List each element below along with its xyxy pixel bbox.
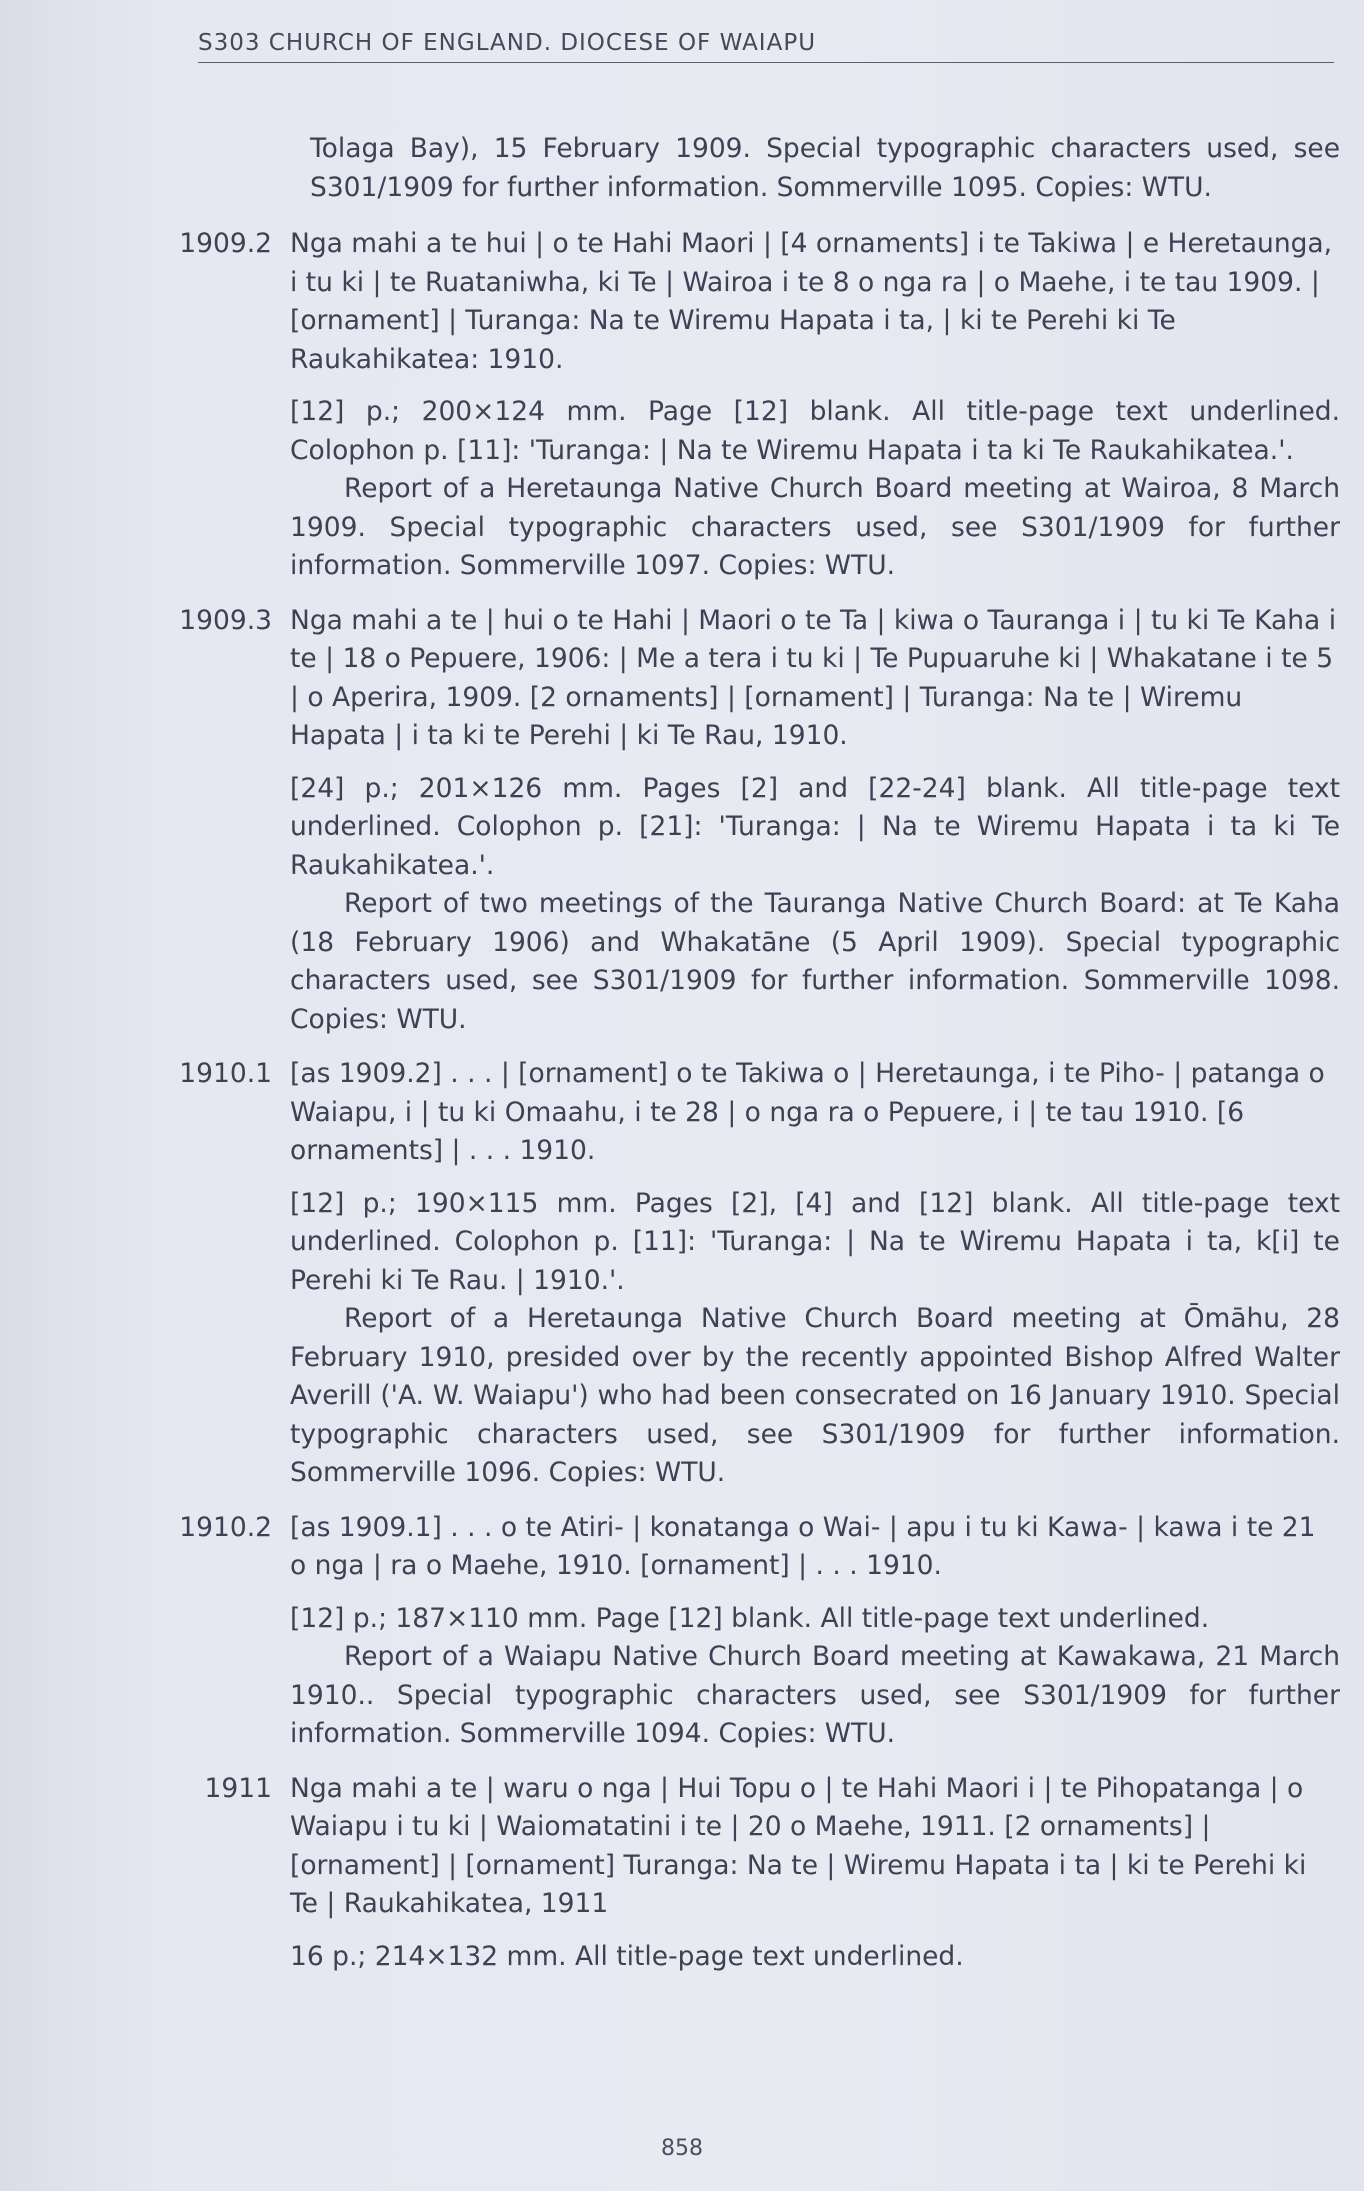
entry-note: Report of two meetings of the Tauranga Native Church Board: at Te Kaha (18 February 1906) and Whakatāne (5 April 1909). Special typographic characters used, see S301/1909 for further information. Sommerville 1098. Copies: WTU. (290, 888, 1340, 1035)
entry-1909-2 (140, 225, 1340, 586)
entry-title: [as 1909.2] . . . | [ornament] o te Takiwa o | Heretaunga, i te Piho- | patanga o Waiapu, i | tu ki Omaahu, i te 28 | o nga ra o Pepuere, i | te tau 1910. [6 ornaments] | . . . 1910. (290, 1058, 1325, 1166)
entry-description: [12] p.; 190×115 mm. Pages [2], [4] and [12] blank. All title-page text underlined. Colophon p. [11]: 'Turanga: | Na te Wiremu Hapata i ta, k[i] te Perehi ki Te Rau. | 1910.'. (290, 1187, 1340, 1296)
entry-body (290, 225, 1340, 586)
page-number: 858 (661, 2136, 703, 2161)
entry-description: 16 p.; 214×132 mm. All title-page text underlined. (290, 1940, 964, 1972)
running-header: S303 CHURCH OF ENGLAND. DIOCESE OF WAIAPU (198, 30, 1334, 63)
entry-1911 (140, 1770, 1340, 1977)
entry-title: Nga mahi a te | waru o nga | Hui Topu o | te Hahi Maori i | te Pihopatanga | o Waiapu i tu ki | Waiomatatini i te | 20 o Maehe, 1911. [2 ornaments] | [ornament] | [ornament] Turanga: Na te | Wiremu Hapata i ta | ki te Perehi ki Te | Raukahikatea, 1911 (290, 1772, 1307, 1919)
entry-number: 1909.2 (179, 228, 272, 259)
entry-1909-3 (140, 602, 1340, 1040)
entry-title: Nga mahi a te hui | o te Hahi Maori | [4 ornaments] i te Takiwa | e Heretaunga, i tu ki | te Ruataniwha, ki Te | Wairoa i te 8 o nga ra | o Maehe, i te tau 1909. | [ornament] | Turanga: Na te Wiremu Hapata i ta, | ki te Perehi ki Te Raukahikatea: 1910. (290, 228, 1333, 375)
entry-note: Report of a Heretaunga Native Church Board meeting at Ōmāhu, 28 February 1910, presided over by the recently appointed Bishop Alfred Walter Averill ('A. W. Waiapu') who had been consecrated on 16 January 1910. Special typographic characters used, see S301/1909 for further information. Sommerville 1096. Copies: WTU. (290, 1303, 1340, 1488)
page-content (140, 130, 1340, 1992)
entry-description: [12] p.; 200×124 mm. Page [12] blank. All title-page text underlined. Colophon p. [11]: 'Turanga: | Na te Wiremu Hapata i ta ki Te Raukahikatea.'. (290, 396, 1340, 466)
entry-number: 1909.3 (179, 604, 272, 636)
entry-number: 1910.1 (179, 1058, 272, 1089)
entry-title: [as 1909.1] . . . o te Atiri- | konatanga o Wai- | apu i tu ki Kawa- | kawa i te 21 o nga | ra o Maehe, 1910. [ornament] | . . . 1910. (290, 1511, 1316, 1581)
continuation-paragraph: Tolaga Bay), 15 February 1909. Special typographic characters used, see S301/1909 for further information. Sommerville 1095. Copies: WTU. (310, 133, 1340, 203)
entry-1910-2 (140, 1509, 1340, 1754)
entry-note: Report of a Waiapu Native Church Board meeting at Kawakawa, 21 March 1910.. Special typographic characters used, see S301/1909 for further information. Sommerville 1094. Copies: WTU. (290, 1641, 1340, 1749)
entry-note: Report of a Heretaunga Native Church Board meeting at Wairoa, 8 March 1909. Special typographic characters used, see S301/1909 for further information. Sommerville 1097. Copies: WTU. (290, 473, 1340, 581)
entry-body (290, 602, 1340, 1040)
entry-description: [12] p.; 187×110 mm. Page [12] blank. All title-page text underlined. (290, 1602, 1210, 1634)
entry-body (290, 1055, 1340, 1493)
entry-number: 1911 (204, 1772, 272, 1804)
entry-body (290, 1509, 1340, 1754)
entry-description: [24] p.; 201×126 mm. Pages [2] and [22-24] blank. All title-page text underlined. Colophon p. [21]: 'Turanga: | Na te Wiremu Hapata i ta ki Te Raukahikatea.'. (290, 772, 1340, 881)
entry-body (290, 1770, 1340, 1977)
entry-title: Nga mahi a te | hui o te Hahi | Maori o te Ta | kiwa o Tauranga i | tu ki Te Kaha i te | 18 o Pepuere, 1906: | Me a tera i tu ki | Te Pupuaruhe ki | Whakatane i te 5 | o Aperira, 1909. [2 ornaments] | [ornament] | Turanga: Na te | Wiremu Hapata | i ta ki te Perehi | ki Te Rau, 1910. (290, 604, 1337, 751)
entry-number: 1910.2 (179, 1511, 272, 1543)
entry-1910-1 (140, 1055, 1340, 1493)
